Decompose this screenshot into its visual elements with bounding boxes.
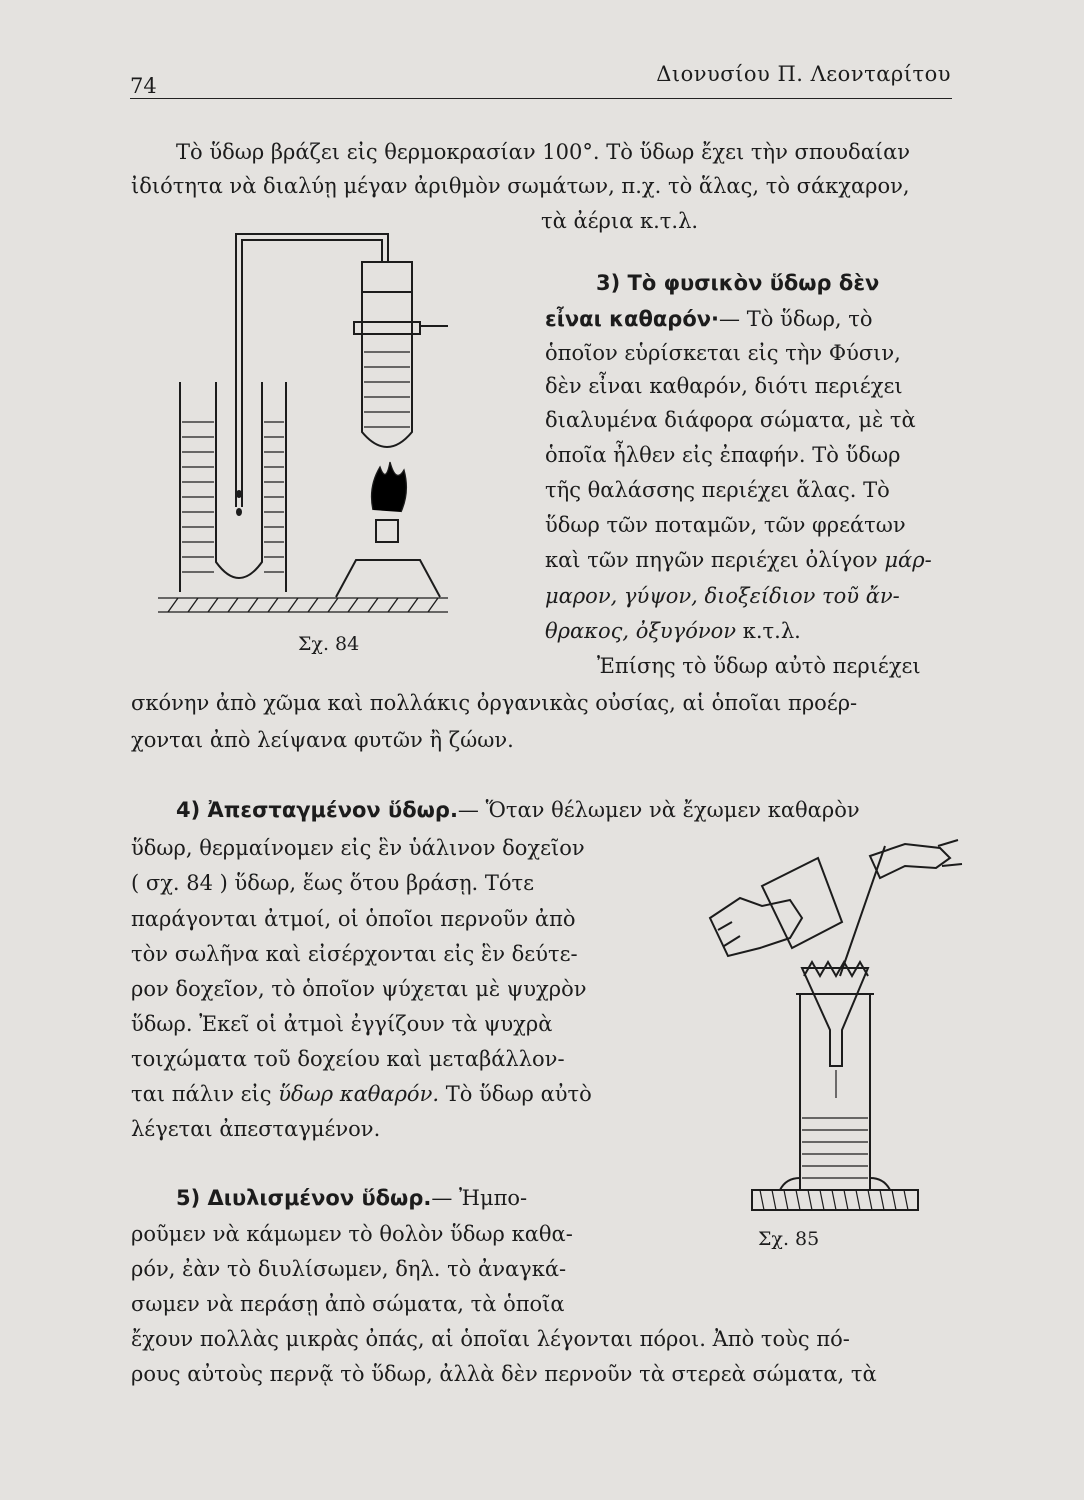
figure-84-distillation-apparatus — [158, 222, 448, 622]
section-3-line-9: μαρον, γύψον, διοξείδιον τοῦ ἄν- — [545, 584, 900, 608]
section-5-line-4: σωμεν νὰ περάσῃ ἀπὸ σώματα, τὰ ὁποῖα — [131, 1292, 565, 1316]
intro-line-1: Τὸ ὕδωρ βράζει εἰς θερμοκρασίαν 100°. Τὸ ὕδωρ ἔχει τὴν σπουδαίαν — [176, 140, 911, 164]
intro-line-2: ἰδιότητα νὰ διαλύῃ μέγαν ἀριθμὸν σωμάτων, π.χ. τὸ ἅλας, τὸ σάκχαρον, — [131, 174, 910, 198]
figure-85-filtration — [700, 838, 970, 1223]
header-rule — [130, 98, 952, 99]
section-4-line-7: ὕδωρ. Ἐκεῖ οἱ ἀτμοὶ ἐγγίζουν τὰ ψυχρὰ — [131, 1012, 553, 1036]
section-3-line-3: δὲν εἶναι καθαρόν, διότι περιέχει — [545, 374, 903, 398]
section-4-line-6: ρον δοχεῖον, τὸ ὁποῖον ψύχεται μὲ ψυχρὸν — [131, 977, 587, 1001]
running-title: Διονυσίου Π. Λεονταρίτου — [656, 62, 951, 86]
section-3-line-13: χονται ἀπὸ λείψανα φυτῶν ἢ ζώων. — [131, 728, 514, 752]
section-4-line-2: ὕδωρ, θερμαίνομεν εἰς ἓν ὑάλινον δοχεῖον — [131, 836, 585, 860]
section-3-line-5: ὁποῖα ἦλθεν εἰς ἐπαφήν. Τὸ ὕδωρ — [545, 443, 901, 467]
section-3-line-2: ὁποῖον εὑρίσκεται εἰς τὴν Φύσιν, — [545, 341, 901, 365]
section-3-line-11: Ἐπίσης τὸ ὕδωρ αὐτὸ περιέχει — [597, 654, 921, 678]
section-5-line-2: ροῦμεν νὰ κάμωμεν τὸ θολὸν ὕδωρ καθα- — [131, 1222, 573, 1246]
section-4-line-9: ται πάλιν εἰς ὕδωρ καθαρόν. Τὸ ὕδωρ αὐτὸ — [131, 1082, 592, 1106]
section-3-line-12: σκόνην ἀπὸ χῶμα καὶ πολλάκις ὀργανικὰς οὐσίας, αἱ ὁποῖαι προέρ- — [131, 691, 858, 715]
section-5-line-6: ρους αὐτοὺς περνᾷ τὸ ὕδωρ, ἀλλὰ δὲν περνοῦν τὰ στερεὰ σώματα, τὰ — [131, 1362, 877, 1386]
section-3-line-4: διαλυμένα διάφορα σώματα, μὲ τὰ — [545, 408, 916, 432]
section-5-line-3: ρόν, ἐὰν τὸ διυλίσωμεν, δηλ. τὸ ἀναγκά- — [131, 1257, 567, 1281]
figure-84-caption: Σχ. 84 — [298, 633, 360, 655]
section-4-line-1: 4) Ἀπεσταγμένον ὕδωρ.— Ὅταν θέλωμεν νὰ ἔχωμεν καθαρὸν — [176, 798, 860, 822]
section-3-line-10: θρακος, ὀξυγόνον κ.τ.λ. — [545, 619, 801, 643]
section-3-line-6: τῆς θαλάσσης περιέχει ἅλας. Τὸ — [545, 478, 890, 502]
section-5-line-1: 5) Διυλισμένον ὕδωρ.— Ἠμπο- — [176, 1186, 528, 1210]
section-3-line-8: καὶ τῶν πηγῶν περιέχει ὀλίγον μάρ- — [545, 548, 932, 572]
intro-line-3: τὰ ἀέρια κ.τ.λ. — [541, 209, 699, 233]
page-number: 74 — [130, 74, 157, 98]
section-3-line-1: εἶναι καθαρόν·— Τὸ ὕδωρ, τὸ — [545, 307, 873, 331]
section-4-line-8: τοιχώματα τοῦ δοχείου καὶ μεταβάλλον- — [131, 1047, 565, 1071]
section-4-line-10: λέγεται ἀπεσταγμένον. — [131, 1117, 381, 1141]
section-5-line-5: ἔχουν πολλὰς μικρὰς ὀπάς, αἱ ὁποῖαι λέγονται πόροι. Ἀπὸ τοὺς πό- — [131, 1327, 850, 1351]
figure-85-caption: Σχ. 85 — [758, 1228, 820, 1250]
section-4-line-4: παράγονται ἀτμοί, οἱ ὁποῖοι περνοῦν ἀπὸ — [131, 907, 576, 931]
section-4-line-3: ( σχ. 84 ) ὕδωρ, ἕως ὅτου βράσῃ. Τότε — [131, 871, 535, 895]
section-3-line-7: ὕδωρ τῶν ποταμῶν, τῶν φρεάτων — [545, 513, 906, 537]
section-3-heading: 3) Τὸ φυσικὸν ὕδωρ δὲν — [596, 271, 880, 295]
section-4-line-5: τὸν σωλῆνα καὶ εἰσέρχονται εἰς ἓν δεύτε- — [131, 942, 578, 966]
